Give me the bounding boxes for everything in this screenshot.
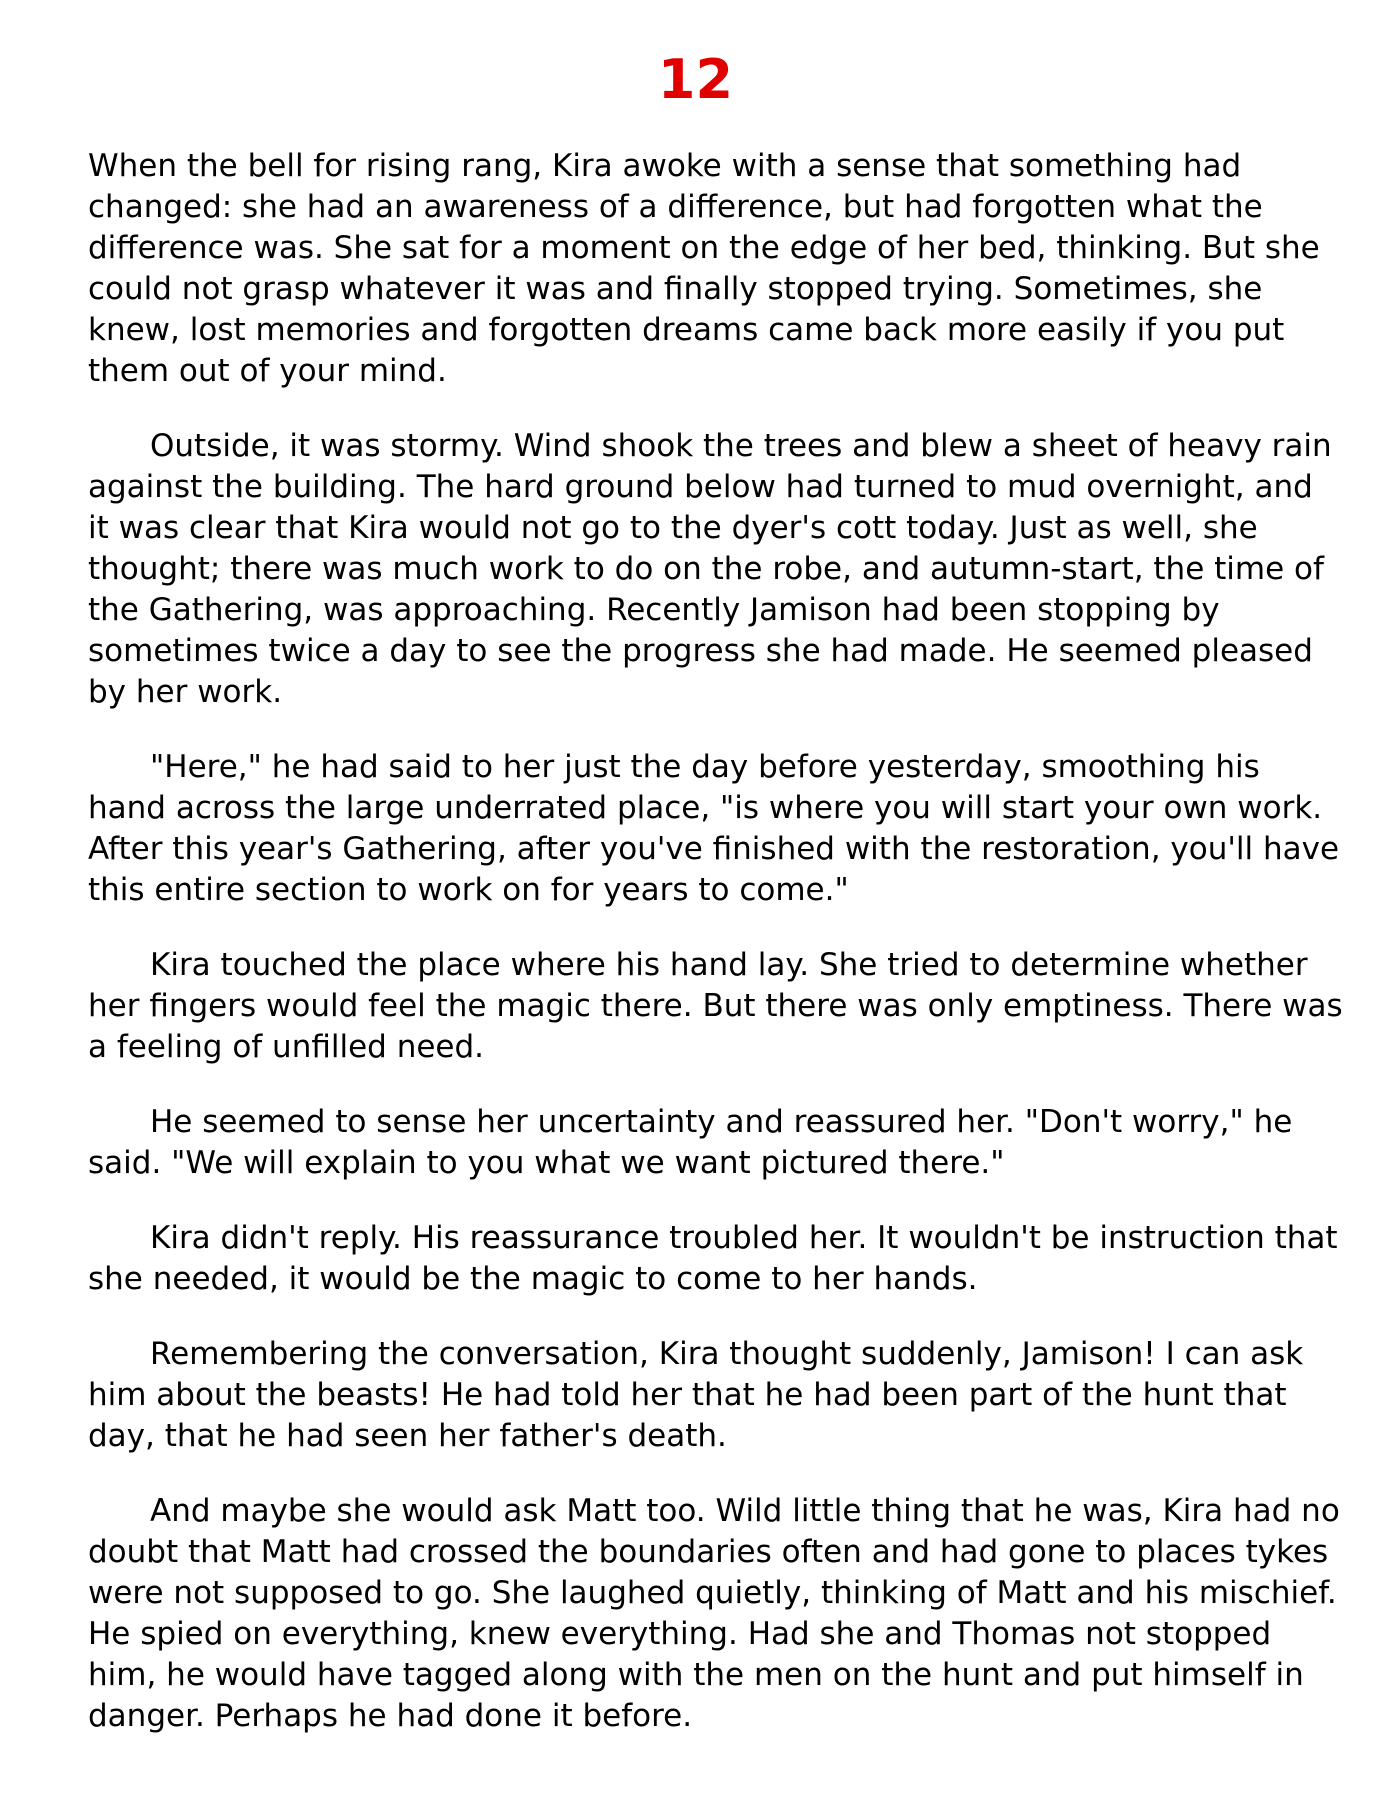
paragraph-1: When the bell for rising rang, Kira awoke with a sense that something had changed: she had an awareness of a difference, but had forgotten what the difference was. She sat for a moment on the edge of her bed, thinking. But she could not grasp whatever it was and finally stopped trying. Sometimes, she knew, lost memories and forgotten dreams came back more easily if you put them out of your mind. xyxy=(88,148,1320,389)
paragraph-8: And maybe she would ask Matt too. Wild little thing that he was, Kira had no doubt that Matt had crossed the boundaries often and had gone to places tykes were not supposed to go. She laughed quietly, thinking of Matt and his mischief. He spied on everything, knew everything. Had she and Thomas not stopped him, he would have tagged along with the men on the hunt and put himself in danger. Perhaps he had done it before. xyxy=(88,1493,1340,1734)
paragraph-6: Kira didn't reply. His reassurance troubled her. It wouldn't be instruction that she needed, it would be the magic to come to her hands. xyxy=(88,1220,1338,1297)
paragraph-7: Remembering the conversation, Kira thought suddenly, Jamison! I can ask him about the beasts! He had told her that he had been part of the hunt that day, that he had seen her father's death. xyxy=(88,1336,1304,1454)
paragraph-4: Kira touched the place where his hand lay. She tried to determine whether her fingers would feel the magic there. But there was only emptiness. There was a feeling of unfilled need. xyxy=(88,947,1343,1065)
paragraph-3: "Here," he had said to her just the day before yesterday, smoothing his hand across the large underrated place, "is where you will start your own work. After this year's Gathering, after you've finished with the restoration, you'll have this entire section to work on for years to come." xyxy=(88,749,1340,908)
paragraph-5: He seemed to sense her uncertainty and reassured her. "Don't worry," he said. "We will explain to you what we want pictured there." xyxy=(88,1104,1293,1181)
chapter-number: 12 xyxy=(657,48,734,111)
paragraph-2: Outside, it was stormy. Wind shook the trees and blew a sheet of heavy rain against the building. The hard ground below had turned to mud overnight, and it was clear that Kira would not go to the dyer's cott today. Just as well, she thought; there was much work to do on the robe, and autumn-start, the time of the Gathering, was approaching. Recently Jamison had been stopping by sometimes twice a day to see the progress she had made. He seemed pleased by her work. xyxy=(88,428,1332,710)
chapter-body xyxy=(88,146,1343,1771)
